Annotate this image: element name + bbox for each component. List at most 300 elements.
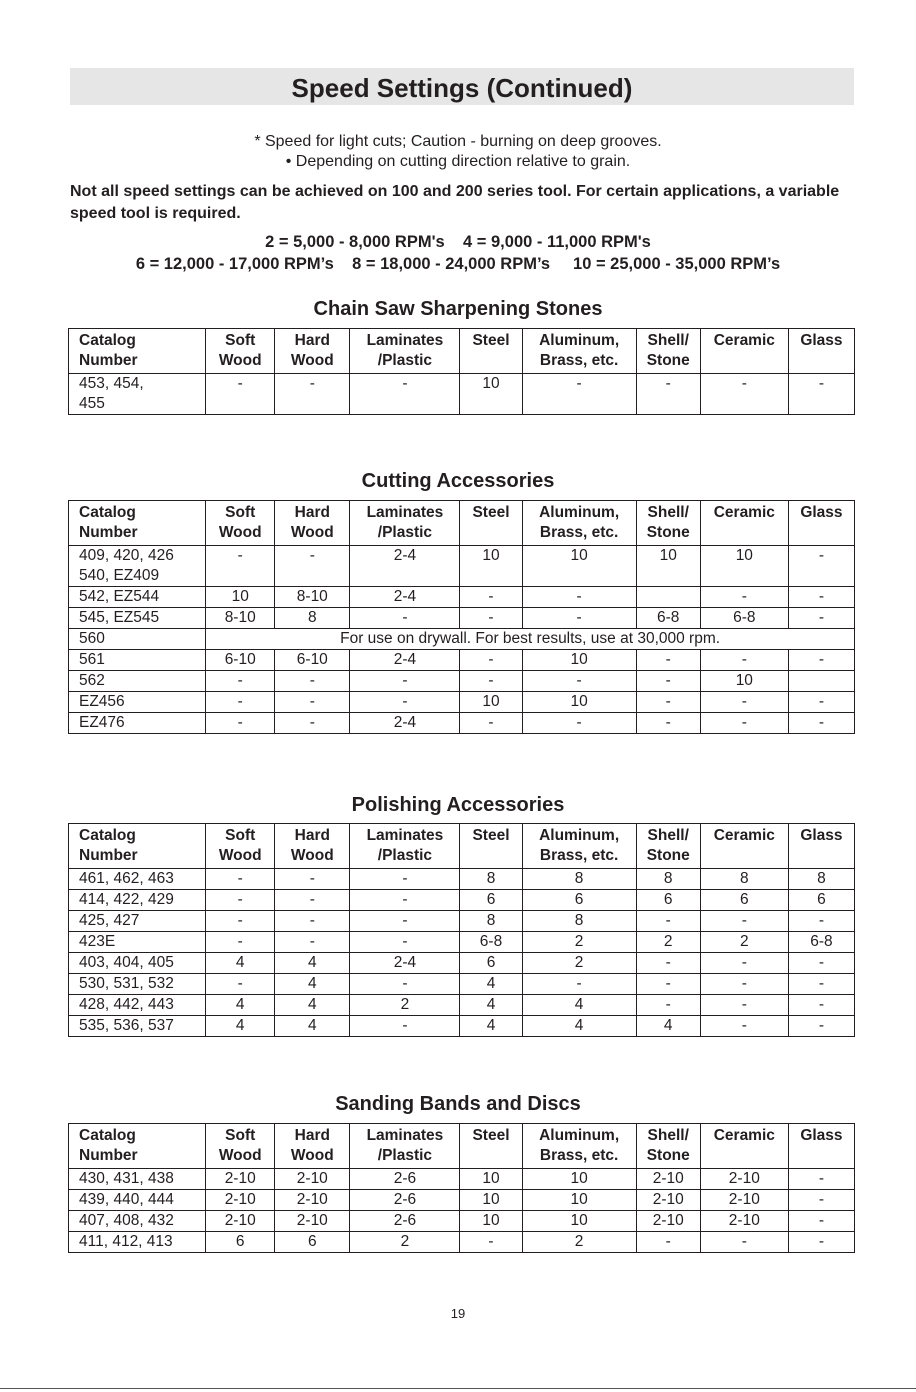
shell-stone-header-line-1: Shell/ [647,827,689,844]
hard-wood-header-line-1: Hard [294,827,330,844]
shell-stone-header-line-1: Shell/ [647,332,689,349]
laminates-header-line-2: /Plastic [377,352,433,369]
ceramic-header [700,329,788,374]
soft-wood-cell [206,394,275,415]
glass-cell: - [788,1211,854,1232]
glass-cell: 6-8 [788,932,854,953]
soft-wood-header-line-1: Soft [225,332,256,349]
soft-wood-cell: 4 [206,1016,275,1037]
aluminum-cell: 4 [522,995,636,1016]
shell-stone-header-line-2: Stone [646,524,690,541]
catalog-number-cell: 461, 462, 463 [69,869,206,890]
catalog-number-cell: 430, 431, 438 [69,1169,206,1190]
shell-stone-header-line-2: Stone [646,352,690,369]
soft-wood-cell: - [206,671,275,692]
soft-wood-header-line-1: Soft [225,1127,256,1144]
steel-cell [460,566,522,587]
steel-cell: - [460,650,522,671]
soft-wood-header-line-2: Wood [218,847,262,864]
shell-stone-cell: 2 [636,932,700,953]
ceramic-cell: - [700,692,788,713]
ceramic-cell: - [700,1232,788,1253]
hard-wood-cell: 4 [275,953,350,974]
aluminum-header-line-1: Aluminum, [539,1127,620,1144]
soft-wood-cell: 6 [206,1232,275,1253]
laminates-header [350,501,460,546]
soft-wood-header [206,1124,275,1169]
sanding-table [68,1123,855,1253]
chain-saw-table [68,328,855,415]
ceramic-header [700,1124,788,1169]
soft-wood-header-line-2: Wood [218,352,262,369]
page-title: Speed Settings (Continued) [70,68,854,105]
shell-stone-cell: - [636,911,700,932]
catalog-number-cell: 560 [69,629,206,650]
variable-speed-warning: Not all speed settings can be achieved on 100 and 200 series tool. For certain applications, a variable speed tool is required. [70,183,840,222]
catalog-number-cell: 540, EZ409 [69,566,206,587]
ceramic-header [700,501,788,546]
shell-stone-cell: - [636,374,700,395]
catalog-number-cell: 561 [69,650,206,671]
ceramic-cell: - [700,587,788,608]
shell-stone-cell: - [636,713,700,734]
catalog-number-cell: 530, 531, 532 [69,974,206,995]
catalog-header [69,824,206,869]
table-row [69,1169,855,1190]
laminates-cell: 2-6 [350,1190,460,1211]
catalog-number-cell: 414, 422, 429 [69,890,206,911]
soft-wood-cell: 4 [206,995,275,1016]
hard-wood-header-line-2: Wood [290,524,334,541]
hard-wood-cell: - [275,713,350,734]
laminates-header-line-1: Laminates [366,827,444,844]
glass-cell: - [788,1169,854,1190]
aluminum-header-line-1: Aluminum, [539,827,620,844]
laminates-header-line-1: Laminates [366,1127,444,1144]
hard-wood-header [275,501,350,546]
catalog-number-cell: 423E [69,932,206,953]
steel-cell: 8 [460,869,522,890]
ceramic-cell: 2 [700,932,788,953]
shell-stone-cell: 6-8 [636,608,700,629]
shell-stone-cell [636,566,700,587]
hard-wood-cell: - [275,869,350,890]
glass-cell [788,566,854,587]
table-row [69,546,855,567]
aluminum-cell [522,566,636,587]
soft-wood-cell: - [206,713,275,734]
glass-header [788,1124,854,1169]
shell-stone-header [636,1124,700,1169]
hard-wood-header-line-2: Wood [290,352,334,369]
steel-header [460,501,522,546]
aluminum-cell: 6 [522,890,636,911]
hard-wood-header-line-1: Hard [294,332,330,349]
soft-wood-cell: 4 [206,953,275,974]
aluminum-cell: 10 [522,692,636,713]
laminates-cell: - [350,671,460,692]
steel-header [460,329,522,374]
catalog-header-line-1: Catalog [79,827,136,844]
shell-stone-cell: - [636,692,700,713]
shell-stone-cell: - [636,1232,700,1253]
catalog-number-cell: 535, 536, 537 [69,1016,206,1037]
ceramic-header-line-1: Ceramic [713,827,775,844]
laminates-header-line-2: /Plastic [377,524,433,541]
hard-wood-header [275,329,350,374]
soft-wood-cell: 10 [206,587,275,608]
aluminum-cell: - [522,374,636,395]
shell-stone-header-line-1: Shell/ [647,1127,689,1144]
sanding-section-title: Sanding Bands and Discs [335,1093,581,1115]
hard-wood-cell: 6 [275,1232,350,1253]
shell-stone-cell [636,394,700,415]
laminates-cell [350,566,460,587]
hard-wood-header-line-1: Hard [294,504,330,521]
catalog-number-cell: 545, EZ545 [69,608,206,629]
aluminum-header [522,824,636,869]
hard-wood-cell [275,394,350,415]
hard-wood-header [275,1124,350,1169]
shell-stone-cell: - [636,650,700,671]
catalog-number-cell: 407, 408, 432 [69,1211,206,1232]
hard-wood-cell: - [275,374,350,395]
table-row [69,995,855,1016]
aluminum-cell: 10 [522,650,636,671]
hard-wood-cell: 4 [275,995,350,1016]
ceramic-cell: - [700,713,788,734]
ceramic-cell [700,394,788,415]
steel-cell: 10 [460,692,522,713]
soft-wood-header-line-2: Wood [218,524,262,541]
hard-wood-cell: - [275,692,350,713]
ceramic-cell: 10 [700,671,788,692]
glass-cell: - [788,953,854,974]
glass-cell: 8 [788,869,854,890]
aluminum-cell: 2 [522,953,636,974]
catalog-header-line-2: Number [79,352,138,369]
aluminum-header-line-2: Brass, etc. [539,847,619,864]
aluminum-cell: 10 [522,1190,636,1211]
laminates-header [350,329,460,374]
steel-cell: 4 [460,1016,522,1037]
aluminum-header-line-1: Aluminum, [539,504,620,521]
laminates-header-line-1: Laminates [366,504,444,521]
catalog-number-cell: 562 [69,671,206,692]
hard-wood-cell: - [275,890,350,911]
ceramic-cell: 2-10 [700,1211,788,1232]
steel-cell: 10 [460,1211,522,1232]
ceramic-cell: - [700,650,788,671]
steel-header [460,824,522,869]
polishing-section-title: Polishing Accessories [351,794,565,816]
soft-wood-header [206,501,275,546]
ceramic-header-line-1: Ceramic [713,332,775,349]
aluminum-header [522,501,636,546]
catalog-number-cell: 403, 404, 405 [69,953,206,974]
grain-note: • Depending on cutting direction relative to grain. [285,153,631,170]
aluminum-cell: - [522,608,636,629]
header-row [69,1124,855,1169]
shell-stone-cell: 2-10 [636,1169,700,1190]
laminates-cell: - [350,692,460,713]
hard-wood-header-line-2: Wood [290,847,334,864]
glass-cell: - [788,974,854,995]
soft-wood-cell: 2-10 [206,1211,275,1232]
ceramic-header-line-1: Ceramic [713,504,775,521]
ceramic-cell: 10 [700,546,788,567]
glass-header-line-1: Glass [800,1127,843,1144]
aluminum-header-line-2: Brass, etc. [539,1147,619,1164]
shell-stone-cell: - [636,671,700,692]
catalog-number-cell: 439, 440, 444 [69,1190,206,1211]
aluminum-cell: - [522,713,636,734]
catalog-number-cell: 425, 427 [69,911,206,932]
glass-header-line-1: Glass [800,504,843,521]
table-row [69,713,855,734]
glass-cell: - [788,608,854,629]
table-row [69,374,855,395]
aluminum-cell: 2 [522,1232,636,1253]
shell-stone-header-line-1: Shell/ [647,504,689,521]
laminates-header-line-2: /Plastic [377,1147,433,1164]
shell-stone-cell: 2-10 [636,1211,700,1232]
ceramic-cell: 6 [700,890,788,911]
steel-cell: 4 [460,995,522,1016]
ceramic-cell: 8 [700,869,788,890]
laminates-cell: 2-6 [350,1169,460,1190]
aluminum-cell: 10 [522,546,636,567]
glass-cell: - [788,692,854,713]
aluminum-cell [522,394,636,415]
glass-cell: - [788,1016,854,1037]
aluminum-cell: - [522,671,636,692]
catalog-header-line-1: Catalog [79,504,136,521]
aluminum-cell: 8 [522,869,636,890]
ceramic-cell: - [700,953,788,974]
catalog-number-cell: EZ476 [69,713,206,734]
table-row [69,692,855,713]
glass-header [788,824,854,869]
shell-stone-cell: 8 [636,869,700,890]
steel-cell: 10 [460,374,522,395]
laminates-cell: 2-6 [350,1211,460,1232]
soft-wood-header [206,824,275,869]
glass-cell: - [788,374,854,395]
laminates-cell: 2 [350,1232,460,1253]
soft-wood-cell: - [206,374,275,395]
hard-wood-cell: 8-10 [275,587,350,608]
steel-cell: 6 [460,890,522,911]
laminates-header-line-2: /Plastic [377,847,433,864]
soft-wood-cell: 2-10 [206,1190,275,1211]
drywall-note-cell: For use on drywall. For best results, use at 30,000 rpm. [206,629,855,650]
table-row [69,1016,855,1037]
steel-cell: 10 [460,546,522,567]
aluminum-cell: 8 [522,911,636,932]
aluminum-cell: - [522,974,636,995]
soft-wood-cell: - [206,890,275,911]
laminates-cell: 2-4 [350,953,460,974]
steel-cell: 6-8 [460,932,522,953]
aluminum-cell: - [522,587,636,608]
hard-wood-cell: 6-10 [275,650,350,671]
table-row [69,587,855,608]
aluminum-cell: 10 [522,1211,636,1232]
table-row [69,608,855,629]
page-number: 19 [450,1306,466,1321]
catalog-header [69,1124,206,1169]
laminates-header [350,824,460,869]
laminates-cell: - [350,374,460,395]
laminates-header-line-1: Laminates [366,332,444,349]
soft-wood-cell: - [206,546,275,567]
laminates-cell: - [350,1016,460,1037]
steel-header-line-1: Steel [472,332,510,349]
ceramic-cell: - [700,995,788,1016]
glass-cell: - [788,911,854,932]
laminates-cell: - [350,869,460,890]
laminates-header [350,1124,460,1169]
hard-wood-cell: 2-10 [275,1190,350,1211]
soft-wood-cell: - [206,692,275,713]
laminates-cell: 2-4 [350,713,460,734]
shell-stone-cell: 10 [636,546,700,567]
hard-wood-cell: - [275,911,350,932]
glass-cell: - [788,546,854,567]
glass-cell [788,671,854,692]
cutting-table [68,500,855,734]
glass-cell: 6 [788,890,854,911]
glass-header-line-1: Glass [800,332,843,349]
soft-wood-header [206,329,275,374]
catalog-number-cell: EZ456 [69,692,206,713]
steel-cell: - [460,671,522,692]
aluminum-header-line-2: Brass, etc. [539,352,619,369]
steel-cell [460,394,522,415]
shell-stone-cell: - [636,953,700,974]
steel-cell: - [460,1232,522,1253]
laminates-cell: - [350,608,460,629]
steel-header-line-1: Steel [472,1127,510,1144]
hard-wood-header-line-1: Hard [294,1127,330,1144]
shell-stone-cell: 4 [636,1016,700,1037]
page-divider [0,1388,916,1389]
cutting-section-title: Cutting Accessories [361,470,555,492]
rpm-legend-line-1: 2 = 5,000 - 8,000 RPM's 4 = 9,000 - 11,000 RPM's [265,233,651,251]
laminates-cell: 2-4 [350,650,460,671]
aluminum-header-line-2: Brass, etc. [539,524,619,541]
hard-wood-header-line-2: Wood [290,1147,334,1164]
table-row [69,974,855,995]
catalog-number-cell: 453, 454, [69,374,206,395]
table-row [69,1232,855,1253]
table-row [69,932,855,953]
table-row [69,890,855,911]
glass-header [788,501,854,546]
steel-cell: 10 [460,1169,522,1190]
hard-wood-cell: 4 [275,1016,350,1037]
catalog-header-line-1: Catalog [79,1127,136,1144]
ceramic-cell: - [700,974,788,995]
aluminum-cell: 10 [522,1169,636,1190]
shell-stone-cell [636,587,700,608]
glass-cell: - [788,995,854,1016]
soft-wood-cell: - [206,932,275,953]
shell-stone-header-line-2: Stone [646,847,690,864]
catalog-number-cell: 428, 442, 443 [69,995,206,1016]
aluminum-header [522,1124,636,1169]
table-row [69,869,855,890]
header-row [69,501,855,546]
soft-wood-cell: 6-10 [206,650,275,671]
laminates-cell: 2-4 [350,546,460,567]
soft-wood-cell: - [206,869,275,890]
hard-wood-header [275,824,350,869]
hard-wood-cell: - [275,546,350,567]
hard-wood-cell [275,566,350,587]
hard-wood-cell: 8 [275,608,350,629]
hard-wood-cell: - [275,671,350,692]
ceramic-header-line-1: Ceramic [713,1127,775,1144]
steel-cell: - [460,587,522,608]
polishing-table [68,823,855,1037]
steel-cell: 8 [460,911,522,932]
catalog-header-line-2: Number [79,1147,138,1164]
catalog-header-line-2: Number [79,847,138,864]
chain-saw-section-title: Chain Saw Sharpening Stones [313,298,603,320]
glass-cell: - [788,713,854,734]
ceramic-cell: - [700,911,788,932]
glass-cell: - [788,1190,854,1211]
aluminum-header-line-1: Aluminum, [539,332,620,349]
laminates-cell [350,394,460,415]
ceramic-cell: 2-10 [700,1169,788,1190]
table-row [69,650,855,671]
laminates-cell: - [350,890,460,911]
table-row [69,629,855,650]
catalog-header [69,501,206,546]
catalog-header-line-1: Catalog [79,332,136,349]
steel-header-line-1: Steel [472,504,510,521]
glass-header-line-1: Glass [800,827,843,844]
catalog-header [69,329,206,374]
steel-cell: 6 [460,953,522,974]
laminates-cell: - [350,974,460,995]
glass-cell: - [788,587,854,608]
header-row [69,329,855,374]
steel-header-line-1: Steel [472,827,510,844]
laminates-cell: 2-4 [350,587,460,608]
aluminum-cell: 4 [522,1016,636,1037]
shell-stone-cell: 6 [636,890,700,911]
table-row [69,394,855,415]
steel-cell: - [460,608,522,629]
ceramic-cell [700,566,788,587]
hard-wood-cell: 2-10 [275,1211,350,1232]
hard-wood-cell: - [275,932,350,953]
aluminum-header [522,329,636,374]
aluminum-cell: 2 [522,932,636,953]
shell-stone-cell: - [636,974,700,995]
ceramic-cell: - [700,374,788,395]
glass-header [788,329,854,374]
glass-cell: - [788,1232,854,1253]
shell-stone-cell: - [636,995,700,1016]
rpm-legend-line-2: 6 = 12,000 - 17,000 RPM’s 8 = 18,000 - 24,000 RPM’s 10 = 25,000 - 35,000 RPM’s [135,255,781,273]
table-row [69,911,855,932]
table-row [69,566,855,587]
